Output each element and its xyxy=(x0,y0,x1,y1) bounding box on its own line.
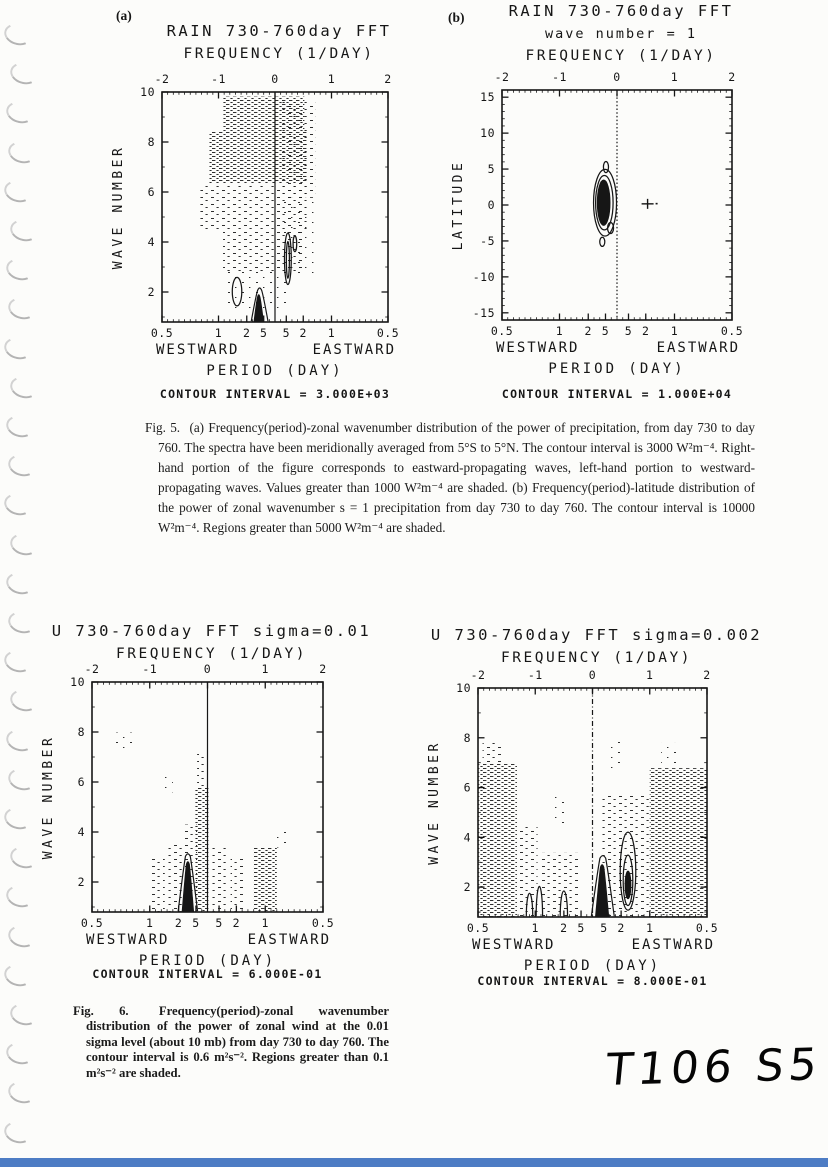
svg-text:0.5: 0.5 xyxy=(376,326,400,340)
svg-text:6: 6 xyxy=(147,185,155,199)
figure6-left-zonal-wind-spectrum-chart xyxy=(30,620,390,992)
svg-text:4: 4 xyxy=(77,825,85,839)
svg-text:2: 2 xyxy=(243,326,251,340)
svg-text:2: 2 xyxy=(232,916,241,930)
svg-text:WAVE NUMBER: WAVE NUMBER xyxy=(427,740,442,865)
svg-text:2: 2 xyxy=(642,324,650,338)
svg-text:EASTWARD: EASTWARD xyxy=(631,937,715,953)
svg-text:5: 5 xyxy=(282,326,291,340)
figure5-panel-a-rain-wavenumber-spectrum-chart xyxy=(100,0,430,412)
svg-text:1: 1 xyxy=(327,72,336,86)
svg-text:2: 2 xyxy=(463,880,471,895)
svg-text:0.5: 0.5 xyxy=(466,921,490,935)
figure6-caption xyxy=(73,1004,389,1081)
svg-text:1: 1 xyxy=(646,921,654,935)
svg-text:5: 5 xyxy=(259,326,268,340)
scanner-edge-bar xyxy=(0,1158,828,1167)
svg-text:4: 4 xyxy=(147,235,155,249)
svg-text:5: 5 xyxy=(601,324,610,338)
svg-text:2: 2 xyxy=(560,921,568,935)
svg-text:1: 1 xyxy=(214,326,223,340)
figure6-caption-label: Fig. 6. xyxy=(73,1004,129,1018)
svg-text:-1: -1 xyxy=(211,72,226,86)
handwritten-annotation: T106 S5 xyxy=(603,1039,825,1096)
svg-text:2: 2 xyxy=(77,875,85,889)
svg-text:-2: -2 xyxy=(494,70,510,84)
svg-text:EASTWARD: EASTWARD xyxy=(247,932,331,948)
binding-hole xyxy=(6,452,39,480)
svg-text:4: 4 xyxy=(463,830,471,845)
svg-text:CONTOUR INTERVAL = 1.000E+04: CONTOUR INTERVAL = 1.000E+04 xyxy=(501,387,733,401)
binding-hole xyxy=(2,334,35,362)
svg-text:EASTWARD: EASTWARD xyxy=(312,342,396,358)
svg-text:8: 8 xyxy=(463,730,471,745)
svg-text:0: 0 xyxy=(203,662,212,676)
svg-text:CONTOUR INTERVAL = 6.000E-01: CONTOUR INTERVAL = 6.000E-01 xyxy=(92,967,323,981)
svg-text:-10: -10 xyxy=(472,269,495,284)
svg-text:1: 1 xyxy=(555,324,564,338)
svg-text:0: 0 xyxy=(588,668,597,682)
svg-text:WAVE NUMBER: WAVE NUMBER xyxy=(111,144,126,270)
svg-text:10: 10 xyxy=(70,675,85,689)
svg-text:5: 5 xyxy=(600,921,608,935)
binding-hole xyxy=(4,1040,37,1068)
figure5-caption xyxy=(145,418,755,538)
svg-text:-1: -1 xyxy=(142,662,158,676)
svg-text:6: 6 xyxy=(77,775,85,789)
svg-text:2: 2 xyxy=(703,668,711,682)
svg-text:2: 2 xyxy=(147,285,155,299)
svg-text:WESTWARD: WESTWARD xyxy=(496,340,580,356)
contour-features xyxy=(594,162,658,247)
svg-text:-2: -2 xyxy=(154,72,170,86)
svg-text:2: 2 xyxy=(728,70,736,84)
svg-text:-1: -1 xyxy=(527,668,543,682)
svg-text:15: 15 xyxy=(480,90,495,105)
svg-text:2: 2 xyxy=(319,662,327,676)
svg-text:RAIN 730-760day FFT: RAIN 730-760day FFT xyxy=(166,22,392,40)
svg-text:5: 5 xyxy=(215,916,223,930)
svg-text:WESTWARD: WESTWARD xyxy=(472,937,556,953)
svg-text:-2: -2 xyxy=(470,668,486,682)
svg-text:1: 1 xyxy=(531,921,539,935)
svg-text:2: 2 xyxy=(584,324,592,338)
svg-text:2: 2 xyxy=(617,921,625,935)
svg-text:PERIOD (DAY): PERIOD (DAY) xyxy=(138,953,277,969)
svg-text:0.5: 0.5 xyxy=(490,324,514,338)
figure5-caption-label: Fig. 5. xyxy=(145,420,181,435)
svg-text:8: 8 xyxy=(77,725,85,739)
svg-text:2: 2 xyxy=(174,916,183,930)
svg-text:6: 6 xyxy=(463,780,471,795)
svg-text:10: 10 xyxy=(140,85,155,99)
binding-hole xyxy=(4,569,37,597)
svg-text:U 730-760day FFT sigma=0.002: U 730-760day FFT sigma=0.002 xyxy=(430,626,763,644)
svg-text:0.5: 0.5 xyxy=(720,324,744,338)
svg-text:FREQUENCY (1/DAY): FREQUENCY (1/DAY) xyxy=(183,46,375,62)
stipple-shading xyxy=(200,97,315,309)
svg-text:0.5: 0.5 xyxy=(311,916,335,930)
svg-text:-2: -2 xyxy=(84,662,100,676)
binding-hole xyxy=(8,1001,41,1029)
figure6-caption-text: Frequency(period)-zonal wavenumber distribution of the power of zonal wind at the 0.01 sigma level (about 10 mb) from day 730 to day 760. The contour interval is 0.6 m²s⁻². Regions greater than 0.1 m²s⁻² are shaded. xyxy=(86,1004,390,1080)
svg-text:0: 0 xyxy=(271,72,279,86)
stipple-shading xyxy=(115,733,288,912)
svg-text:wave number = 1: wave number = 1 xyxy=(545,26,697,42)
svg-text:2: 2 xyxy=(299,326,307,340)
figure5-caption-text: (a) Frequency(period)-zonal wavenumber distribution of the power of precipitation, from day 730 to day 760. The spectra have been meridionally averaged from 5°S to 5°N. The contour interval is 3000 W²m⁻⁴. Right-hand portion of the figure corresponds to eastward-propagating waves, left-hand portion to westward-propagating waves. Values greater than 1000 W²m⁻⁴ are shaded. (b) Frequency(period)-latitude distribution of the power of zonal wavenumber s = 1 precipitation from day 730 to day 760. The contour interval is 10000 W²m⁻⁴. Regions greater than 5000 W²m⁻⁴ are shaded. xyxy=(158,420,756,535)
svg-text:10: 10 xyxy=(456,681,471,695)
figure5-panel-b-rain-latitude-spectrum-chart xyxy=(440,0,785,412)
binding-hole xyxy=(6,295,39,323)
svg-text:1: 1 xyxy=(646,668,654,682)
svg-text:0.5: 0.5 xyxy=(80,916,104,930)
binding-hole xyxy=(8,373,41,401)
svg-text:RAIN 730-760day FFT: RAIN 730-760day FFT xyxy=(508,2,734,20)
svg-text:5: 5 xyxy=(624,324,633,338)
svg-text:EASTWARD: EASTWARD xyxy=(656,340,740,356)
svg-text:WAVE NUMBER: WAVE NUMBER xyxy=(41,734,56,860)
svg-text:(a): (a) xyxy=(116,8,132,23)
binding-hole xyxy=(2,491,35,519)
svg-text:(b): (b) xyxy=(448,10,465,25)
svg-text:5: 5 xyxy=(487,162,495,177)
svg-text:0: 0 xyxy=(487,198,495,212)
binding-hole xyxy=(2,1118,35,1146)
svg-text:-5: -5 xyxy=(480,233,495,248)
svg-text:2: 2 xyxy=(384,72,392,86)
binding-hole xyxy=(8,530,41,558)
binding-hole xyxy=(6,1079,39,1107)
svg-text:PERIOD (DAY): PERIOD (DAY) xyxy=(523,958,662,974)
svg-text:0.5: 0.5 xyxy=(695,921,719,935)
svg-text:1: 1 xyxy=(261,662,269,676)
svg-text:8: 8 xyxy=(147,135,155,149)
svg-text:5: 5 xyxy=(192,916,200,930)
svg-text:U 730-760day FFT sigma=0.01: U 730-760day FFT sigma=0.01 xyxy=(51,622,372,640)
svg-text:CONTOUR INTERVAL = 8.000E-01: CONTOUR INTERVAL = 8.000E-01 xyxy=(477,974,708,988)
binding-hole xyxy=(4,256,37,284)
svg-text:-15: -15 xyxy=(472,305,495,320)
svg-text:1: 1 xyxy=(670,324,679,338)
binding-hole xyxy=(4,413,37,441)
svg-text:-1: -1 xyxy=(552,70,567,84)
binding-hole xyxy=(2,177,35,205)
svg-text:10: 10 xyxy=(480,126,495,141)
svg-text:1: 1 xyxy=(261,916,269,930)
svg-text:0: 0 xyxy=(613,70,621,84)
svg-text:PERIOD (DAY): PERIOD (DAY) xyxy=(548,361,686,377)
svg-text:1: 1 xyxy=(146,916,154,930)
svg-text:FREQUENCY (1/DAY): FREQUENCY (1/DAY) xyxy=(116,646,307,662)
svg-text:5: 5 xyxy=(577,921,585,935)
svg-text:PERIOD (DAY): PERIOD (DAY) xyxy=(206,363,344,379)
binding-hole xyxy=(8,60,41,88)
svg-text:FREQUENCY (1/DAY): FREQUENCY (1/DAY) xyxy=(501,650,692,666)
figure6-right-zonal-wind-spectrum-chart xyxy=(420,620,808,992)
svg-text:0.5: 0.5 xyxy=(150,326,174,340)
binding-hole xyxy=(2,21,35,49)
binding-hole xyxy=(8,217,41,245)
svg-text:LATITUDE: LATITUDE xyxy=(451,159,466,251)
binding-hole xyxy=(4,99,37,127)
binding-hole xyxy=(6,138,39,166)
svg-text:FREQUENCY (1/DAY): FREQUENCY (1/DAY) xyxy=(525,48,717,64)
svg-text:CONTOUR INTERVAL = 3.000E+03: CONTOUR INTERVAL = 3.000E+03 xyxy=(159,387,391,401)
svg-text:1: 1 xyxy=(327,326,336,340)
svg-text:1: 1 xyxy=(670,70,679,84)
svg-text:WESTWARD: WESTWARD xyxy=(156,342,240,358)
svg-text:WESTWARD: WESTWARD xyxy=(86,932,170,948)
